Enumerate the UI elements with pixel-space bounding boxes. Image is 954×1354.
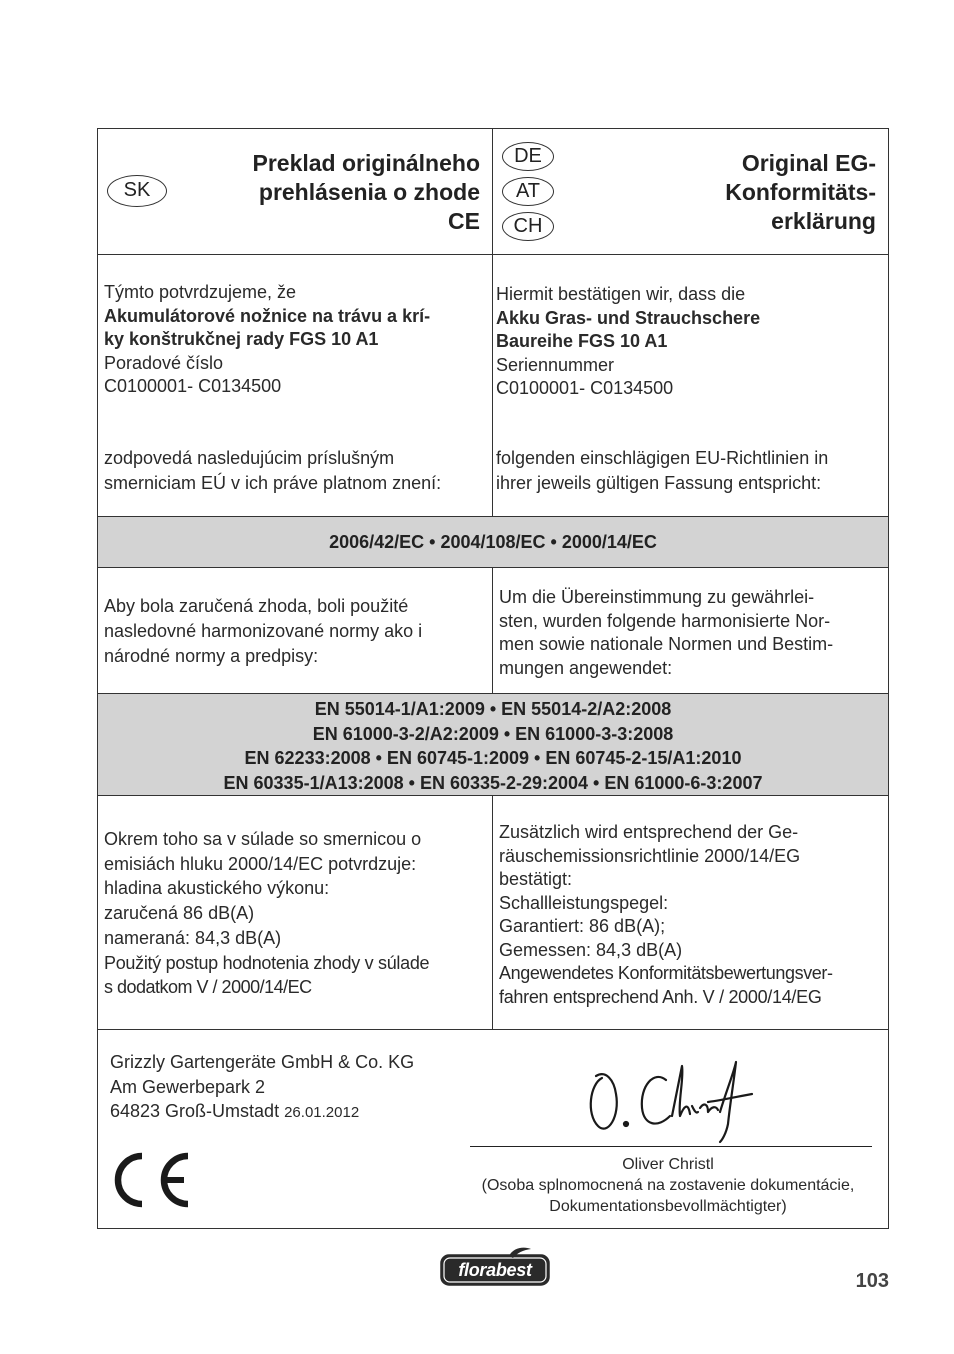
serial-range-de: C0100001- C0134500 bbox=[496, 378, 674, 398]
language-badge-de: DE bbox=[502, 142, 554, 171]
signature-line bbox=[470, 1146, 872, 1147]
signature-block bbox=[98, 1030, 888, 1228]
noise-right bbox=[493, 796, 888, 1029]
noise-text-de: Zusätzlich wird entsprechend der Ge- räuschemissionsrichtlinie 2000/14/EG bestätigt: Schallleistungspegel: Garantiert: 86 dB(A); Gemessen: 84,3 dB(A) Angewendetes Konformitätsbewertungsver- fahren entsprechend Anh. V / 2000/14/EG bbox=[499, 822, 833, 1007]
directives-row bbox=[98, 517, 888, 568]
guaranteed-level-sk: zaručená 86 dB(A) bbox=[104, 903, 255, 924]
standards-line: EN 60335-1/A13:2008 • EN 60335-2-29:2004 • EN 61000-6-3:2007 bbox=[223, 772, 763, 793]
product-name-sk: Akumulátorové nožnice na trávu a krí- bbox=[104, 305, 431, 326]
signature-date: 26.01.2012 bbox=[284, 1104, 360, 1121]
measured-level-sk: nameraná: 84,3 dB(A) bbox=[104, 927, 282, 948]
declaration-frame bbox=[97, 128, 889, 1229]
company-city: 64823 Groß-Umstadt bbox=[110, 1101, 280, 1121]
signatory-name: Oliver Christl bbox=[622, 1156, 714, 1173]
language-badge-at: AT bbox=[502, 177, 554, 206]
intro-left bbox=[98, 255, 493, 516]
standards-intro-de: Um die Übereinstimmung zu gewährlei- sten, wurden folgende harmonisierte Nor- men sowie nationale Normen und Bestim- mungen angewendet: bbox=[499, 587, 834, 678]
header-title-de: Original EG- Konformitäts- erklärung bbox=[725, 150, 876, 234]
header-title-sk: Preklad originálneho prehlásenia o zhode CE bbox=[252, 150, 480, 234]
intro-text-sk: Týmto potvrdzujeme, že Akumulátorové nožnice na trávu a krí- ky konštrukčnej rady FGS 10 A1 Poradové číslo C0100001- C0134500 bbox=[104, 281, 430, 399]
language-badge-ch: CH bbox=[502, 212, 554, 241]
product-name-de: Akku Gras- und Strauchschere bbox=[496, 307, 761, 328]
intro-text-de: Hiermit bestätigen wir, dass die Akku Gras- und Strauchschere Baureihe FGS 10 A1 Seriennummer C0100001- C0134500 bbox=[496, 283, 760, 401]
standards-line: EN 62233:2008 • EN 60745-1:2009 • EN 60745-2-15/A1:2010 bbox=[244, 748, 742, 768]
company-street: Am Gewerbepark 2 bbox=[110, 1076, 266, 1097]
language-badge-sk: SK bbox=[107, 175, 167, 207]
standards-line: EN 61000-3-2/A2:2009 • EN 61000-3-3:2008 bbox=[312, 723, 674, 744]
company-address bbox=[110, 1050, 414, 1126]
header-row bbox=[98, 129, 888, 255]
standards-row bbox=[98, 694, 888, 796]
compliance-text-sk: zodpovedá nasledujúcim príslušným smerniciam EÚ v ich práve platnom znení: bbox=[104, 448, 442, 493]
noise-text-sk: Okrem toho sa v súlade so smernicou o emisiách hluku 2000/14/EC potvrdzuje: hladina akustického výkonu: zaručená 86 dB(A) nameraná: 84,3 dB(A) Použitý postup hodnotenia zhody v súlade s dodatkom V / 2000/14/EC bbox=[104, 829, 430, 998]
noise-left bbox=[98, 796, 493, 1029]
header-left bbox=[98, 129, 493, 254]
ce-mark bbox=[108, 1148, 190, 1212]
handwritten-signature bbox=[584, 1056, 759, 1146]
header-right bbox=[493, 129, 888, 254]
measured-level-de: Gemessen: 84,3 dB(A) bbox=[499, 939, 683, 960]
guaranteed-level-de: Garantiert: 86 dB(A); bbox=[499, 916, 666, 936]
standards-intro-left bbox=[98, 568, 493, 693]
standards-intro-right bbox=[493, 568, 888, 693]
standards-intro-row bbox=[98, 568, 888, 694]
noise-row bbox=[98, 796, 888, 1030]
florabest-logo-text: florabest bbox=[458, 1260, 532, 1280]
intro-row bbox=[98, 255, 888, 517]
directives-list: 2006/42/EC • 2004/108/EC • 2000/14/EC bbox=[329, 532, 657, 552]
standards-line: EN 55014-1/A1:2009 • EN 55014-2/A2:2008 bbox=[314, 699, 672, 719]
ce-mark-graphic bbox=[108, 1148, 190, 1212]
florabest-logo bbox=[439, 1246, 551, 1288]
page-number: 103 bbox=[855, 1270, 889, 1292]
standards-list bbox=[98, 697, 888, 795]
compliance-text-de: folgenden einschlägigen EU-Richtlinien in ihrer jeweils gültigen Fassung entspricht: bbox=[496, 448, 829, 493]
serial-range-sk: C0100001- C0134500 bbox=[104, 376, 282, 396]
signatory-info: Oliver Christl (Osoba splnomocnená na zostavenie dokumentácie, Dokumentationsbevollmächtigter) bbox=[443, 1154, 893, 1217]
standards-intro-sk: Aby bola zaručená zhoda, boli použité nasledovné harmonizované normy ako i národné normy a predpisy: bbox=[104, 596, 423, 666]
intro-right bbox=[493, 255, 888, 516]
company-name: Grizzly Gartengeräte GmbH & Co. KG bbox=[110, 1052, 415, 1072]
